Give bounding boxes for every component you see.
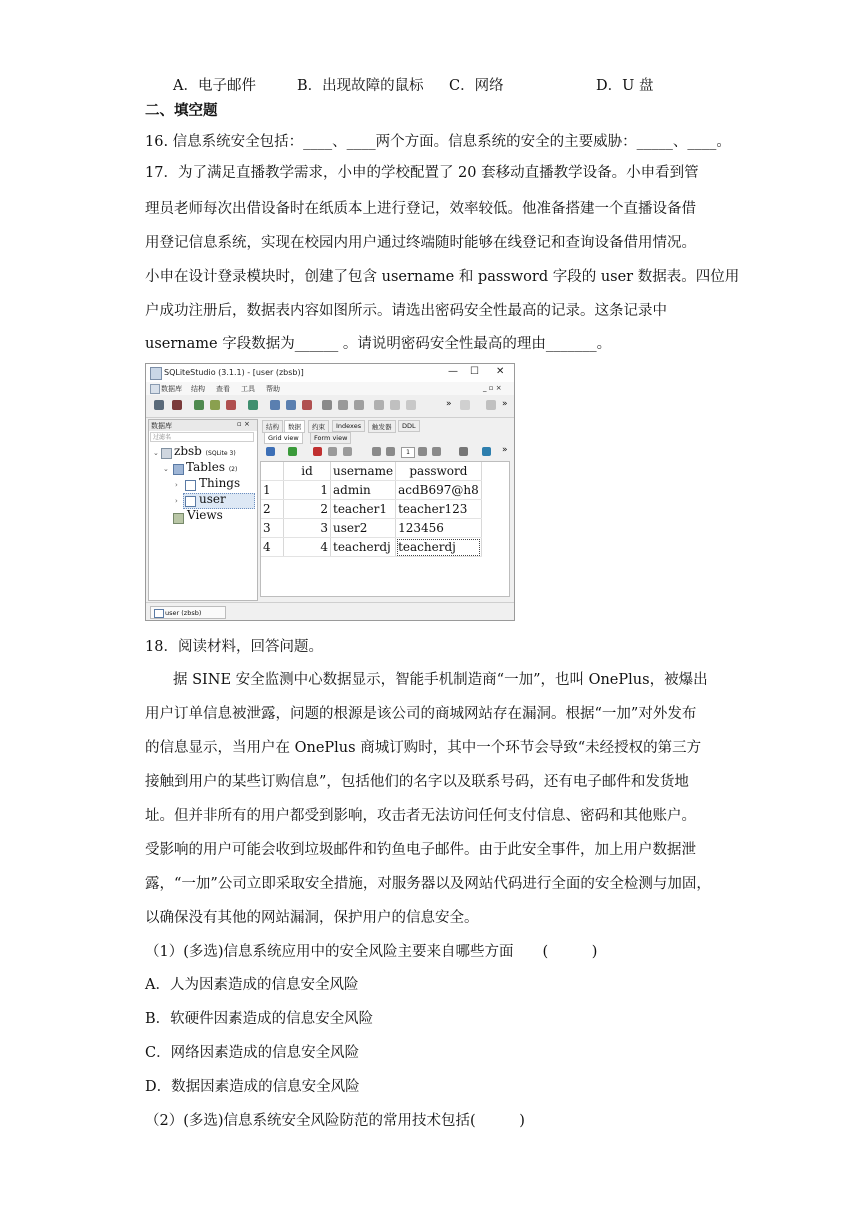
window-tab-user[interactable]: user (zbsb) <box>150 606 226 619</box>
row-number: 1 <box>261 481 284 500</box>
disconnect-icon[interactable] <box>172 400 182 410</box>
expand-arrow-icon[interactable]: ⌄ <box>163 465 169 473</box>
layout-icon[interactable] <box>486 400 496 410</box>
q18-material-line: 的信息显示，当用户在 OnePlus 商城订购时，其中一个环节会导致“未经授权的第三方 <box>145 740 702 756</box>
menu-help[interactable]: 帮助 <box>266 385 280 393</box>
table-row[interactable] <box>261 500 481 519</box>
cell-id[interactable]: 1 <box>284 481 331 500</box>
cell-id[interactable]: 4 <box>284 538 331 557</box>
tab-constraints[interactable]: 约束 <box>308 420 329 433</box>
column-header-password[interactable]: password <box>396 462 482 481</box>
q18-sub1-option-a: A．人为因素造成的信息安全风险 <box>145 977 359 993</box>
filter-input[interactable]: 过滤名 <box>150 432 254 442</box>
cell-password[interactable]: 123456 <box>396 519 482 538</box>
app-icon <box>150 367 162 380</box>
next-page-icon[interactable] <box>418 447 427 456</box>
cell-username[interactable]: user2 <box>331 519 396 538</box>
cell-id[interactable]: 2 <box>284 500 331 519</box>
option-d: D．U 盘 <box>596 78 654 94</box>
view-icon[interactable] <box>354 400 364 410</box>
minimize-icon[interactable]: — <box>448 366 458 377</box>
edit-table-icon[interactable] <box>286 400 296 410</box>
menu-database[interactable]: 数据库 <box>161 385 182 393</box>
table-icon <box>185 496 196 507</box>
q17-line: 户成功注册后，数据表内容如图所示。请选出密码安全性最高的记录。这条记录中 <box>145 303 667 319</box>
panel-header <box>149 420 257 431</box>
commit-icon[interactable] <box>266 447 275 456</box>
data-table <box>261 462 482 557</box>
save-icon[interactable] <box>328 447 337 456</box>
prev-page-icon[interactable] <box>386 447 395 456</box>
q17-line: 用登记信息系统，实现在校园内用户通过终端随时能够在线登记和查询设备借用情况。 <box>145 235 696 251</box>
tab-structure[interactable]: 结构 <box>262 420 283 433</box>
tab-triggers[interactable]: 触发器 <box>368 420 396 433</box>
delete-row-icon[interactable] <box>313 447 322 456</box>
q18-material-line: 接触到用户的某些订购信息”，包括他们的名字以及联系号码，还有电子邮件和发货地 <box>145 774 689 790</box>
q18-material-line: 用户订单信息被泄露，问题的根源是该公司的商城网站存在漏洞。根据“一加”对外发布 <box>145 706 697 722</box>
tree-views[interactable]: Views <box>187 508 223 522</box>
q17-line: 小申在设计登录模块时，创建了包含 username 和 password 字段的 user 数据表。四位用 <box>145 269 740 285</box>
table-row[interactable] <box>261 481 481 500</box>
column-header-id[interactable]: id <box>284 462 331 481</box>
edit-db-icon[interactable] <box>210 400 220 410</box>
q18-material-line: 露，“一加”公司立即采取安全措施，对服务器以及网站代码进行全面的安全检测与加固， <box>145 876 711 892</box>
q17-line: 理员老师每次出借设备时在纸质本上进行登记，效率较低。他准备搭建一个直播设备借 <box>145 201 696 217</box>
db-icon <box>150 384 160 394</box>
option-a: A．电子邮件 <box>173 78 256 94</box>
section-title: 二、填空题 <box>145 103 218 119</box>
refresh-icon[interactable] <box>248 400 258 410</box>
window-title: SQLiteStudio (3.1.1) - [user (zbsb)] <box>164 368 304 377</box>
maximize-icon[interactable]: ☐ <box>470 366 479 377</box>
title-bar <box>146 364 514 382</box>
trigger-icon[interactable] <box>338 400 348 410</box>
first-page-icon[interactable] <box>372 447 381 456</box>
q17-line: 17．为了满足直播教学需求，小申的学校配置了 20 套移动直播教学设备。小申看到管 <box>145 165 699 181</box>
rollback-icon[interactable] <box>343 447 352 456</box>
q18-sub1-option-d: D．数据因素造成的信息安全风险 <box>145 1079 360 1095</box>
cell-id[interactable]: 3 <box>284 519 331 538</box>
tab-form-view[interactable]: Form view <box>310 432 351 444</box>
q18-material-line: 受影响的用户可能会收到垃圾邮件和钓鱼电子邮件。由于此安全事件，加上用户数据泄 <box>145 842 696 858</box>
table-row[interactable] <box>261 538 481 557</box>
q18-material-line: 址。但并非所有的用户都受到影响，攻击者无法访问任何支付信息、密码和其他账户。 <box>145 808 696 824</box>
cell-username[interactable]: teacherdj <box>331 538 396 557</box>
collapse-arrow-icon[interactable]: › <box>175 481 178 489</box>
tab-grid-view[interactable]: Grid view <box>264 432 303 444</box>
menu-view[interactable]: 查看 <box>216 385 230 393</box>
column-header-username[interactable]: username <box>331 462 396 481</box>
sqlitestudio-window <box>145 363 515 621</box>
tables-icon <box>173 464 184 475</box>
tab-data[interactable]: 数据 <box>284 420 305 433</box>
overflow-icon-2[interactable]: » <box>502 399 508 409</box>
index-icon[interactable] <box>322 400 332 410</box>
row-number: 2 <box>261 500 284 519</box>
tree-user[interactable]: user <box>199 492 226 506</box>
table-row[interactable] <box>261 519 481 538</box>
views-icon <box>173 513 184 524</box>
cell-password[interactable]: teacherdj <box>396 538 482 557</box>
menu-bar <box>146 382 514 395</box>
menu-tools[interactable]: 工具 <box>241 385 255 393</box>
q17-line: username 字段数据为______ 。请说明密码安全性最高的理由_______。 <box>145 336 612 352</box>
tree-tables[interactable]: Tables (2) <box>186 460 238 474</box>
row-number: 3 <box>261 519 284 538</box>
table-icon <box>185 480 196 491</box>
menu-structure[interactable]: 结构 <box>191 385 205 393</box>
option-b: B．出现故障的鼠标 <box>297 78 424 94</box>
q18-sub1-option-c: C．网络因素造成的信息安全风险 <box>145 1045 360 1061</box>
print-icon[interactable] <box>459 447 468 456</box>
database-icon <box>161 448 172 459</box>
tab-ddl[interactable]: DDL <box>398 420 420 432</box>
add-db-icon[interactable] <box>194 400 204 410</box>
collapse-arrow-icon[interactable]: › <box>175 497 178 505</box>
tab-indexes[interactable]: Indexes <box>332 420 365 432</box>
q18-title: 18．阅读材料，回答问题。 <box>145 639 323 655</box>
table-icon[interactable] <box>270 400 280 410</box>
history-icon[interactable] <box>390 400 400 410</box>
database-panel <box>148 419 258 601</box>
q18-sub1: （1）(多选)信息系统应用中的安全风险主要来自哪些方面 ( ) <box>145 944 598 960</box>
row-number-header <box>261 462 284 481</box>
mdi-controls-icon[interactable]: _ ▫ × <box>483 384 502 392</box>
q18-material-line: 以确保没有其他的网站漏洞，保护用户的信息安全。 <box>145 910 479 926</box>
cell-username[interactable]: teacher1 <box>331 500 396 519</box>
tree-things[interactable]: Things <box>199 476 241 490</box>
tree-db[interactable]: zbsb (SQLite 3) <box>174 444 236 458</box>
delete-table-icon[interactable] <box>302 400 312 410</box>
overflow-icon[interactable]: » <box>446 399 452 409</box>
overflow-icon-3[interactable]: » <box>502 445 508 455</box>
panel-title: 数据库 <box>151 422 172 430</box>
functions-icon[interactable] <box>406 400 416 410</box>
last-page-icon[interactable] <box>432 447 441 456</box>
data-grid <box>260 461 510 597</box>
q18-sub1-option-b: B．软硬件因素造成的信息安全风险 <box>145 1011 374 1027</box>
close-icon[interactable]: ✕ <box>496 366 505 377</box>
question-16: 16. 信息系统安全包括：____、____两个方面。信息系统的安全的主要威胁：_____、____。 <box>145 134 731 150</box>
toolbar <box>146 395 514 418</box>
connect-icon[interactable] <box>154 400 164 410</box>
row-number: 4 <box>261 538 284 557</box>
status-bar <box>146 602 514 621</box>
q18-sub2: （2）(多选)信息系统安全风险防范的常用技术包括( ) <box>145 1113 525 1129</box>
dock-icon[interactable]: ▫ × <box>237 420 250 428</box>
sql-editor-icon[interactable] <box>374 400 384 410</box>
q18-material-line: 据 SINE 安全监测中心数据显示，智能手机制造商“一加”，也叫 OnePlus，被爆出 <box>173 672 708 688</box>
cell-password[interactable]: acdB697@h8 <box>396 481 482 500</box>
cell-username[interactable]: admin <box>331 481 396 500</box>
table-icon <box>154 609 164 618</box>
expand-arrow-icon[interactable]: ⌄ <box>153 449 159 457</box>
insert-row-icon[interactable] <box>288 447 297 456</box>
open-icon[interactable] <box>460 400 470 410</box>
remove-db-icon[interactable] <box>226 400 236 410</box>
cell-password[interactable]: teacher123 <box>396 500 482 519</box>
page-input[interactable]: 1 <box>401 447 415 458</box>
table-header-row <box>261 462 481 481</box>
export-icon[interactable] <box>482 447 491 456</box>
option-c: C．网络 <box>449 78 504 94</box>
